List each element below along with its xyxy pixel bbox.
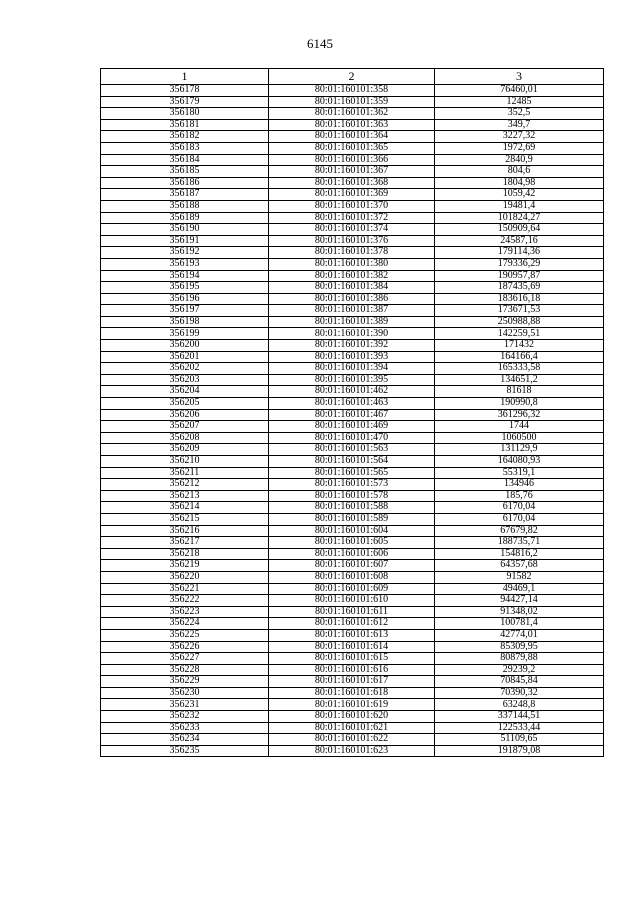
table-row bbox=[101, 641, 604, 653]
value-cell: 250988,88 bbox=[435, 316, 604, 328]
table-row bbox=[101, 618, 604, 630]
table-row bbox=[101, 305, 604, 317]
table-row bbox=[101, 629, 604, 641]
cadastral-number-cell: 80:01:160101:578 bbox=[269, 490, 435, 502]
value-cell: 19481,4 bbox=[435, 200, 604, 212]
value-cell: 188735,71 bbox=[435, 537, 604, 549]
row-number-cell: 356227 bbox=[101, 653, 269, 665]
row-number-cell: 356185 bbox=[101, 166, 269, 178]
column-header-2: 2 bbox=[269, 69, 435, 85]
cadastral-number-cell: 80:01:160101:368 bbox=[269, 177, 435, 189]
cadastral-number-cell: 80:01:160101:607 bbox=[269, 560, 435, 572]
cadastral-number-cell: 80:01:160101:614 bbox=[269, 641, 435, 653]
table-row bbox=[101, 131, 604, 143]
table-row bbox=[101, 676, 604, 688]
table-row bbox=[101, 119, 604, 131]
row-number-cell: 356226 bbox=[101, 641, 269, 653]
value-cell: 12485 bbox=[435, 96, 604, 108]
row-number-cell: 356181 bbox=[101, 119, 269, 131]
row-number-cell: 356178 bbox=[101, 85, 269, 97]
table-row bbox=[101, 490, 604, 502]
table-row bbox=[101, 189, 604, 201]
value-cell: 134946 bbox=[435, 479, 604, 491]
cadastral-number-cell: 80:01:160101:469 bbox=[269, 421, 435, 433]
value-cell: 91348,02 bbox=[435, 606, 604, 618]
table-row bbox=[101, 653, 604, 665]
value-cell: 165333,58 bbox=[435, 363, 604, 375]
table-row bbox=[101, 166, 604, 178]
row-number-cell: 356233 bbox=[101, 722, 269, 734]
cadastral-number-cell: 80:01:160101:612 bbox=[269, 618, 435, 630]
value-cell: 164166,4 bbox=[435, 351, 604, 363]
value-cell: 131129,9 bbox=[435, 444, 604, 456]
cadastral-number-cell: 80:01:160101:564 bbox=[269, 456, 435, 468]
table-row bbox=[101, 687, 604, 699]
value-cell: 171432 bbox=[435, 340, 604, 352]
cadastral-number-cell: 80:01:160101:369 bbox=[269, 189, 435, 201]
cadastral-number-cell: 80:01:160101:362 bbox=[269, 108, 435, 120]
cadastral-number-cell: 80:01:160101:611 bbox=[269, 606, 435, 618]
cadastral-number-cell: 80:01:160101:609 bbox=[269, 583, 435, 595]
row-number-cell: 356198 bbox=[101, 316, 269, 328]
cadastral-number-cell: 80:01:160101:573 bbox=[269, 479, 435, 491]
table-row bbox=[101, 316, 604, 328]
cadastral-number-cell: 80:01:160101:376 bbox=[269, 235, 435, 247]
row-number-cell: 356213 bbox=[101, 490, 269, 502]
value-cell: 185,76 bbox=[435, 490, 604, 502]
table-row bbox=[101, 363, 604, 375]
cadastral-number-cell: 80:01:160101:363 bbox=[269, 119, 435, 131]
table-row bbox=[101, 200, 604, 212]
value-cell: 94427,14 bbox=[435, 595, 604, 607]
table-row bbox=[101, 328, 604, 340]
value-cell: 134651,2 bbox=[435, 374, 604, 386]
cadastral-number-cell: 80:01:160101:618 bbox=[269, 687, 435, 699]
value-cell: 55319,1 bbox=[435, 467, 604, 479]
row-number-cell: 356206 bbox=[101, 409, 269, 421]
cadastral-number-cell: 80:01:160101:382 bbox=[269, 270, 435, 282]
value-cell: 337144,51 bbox=[435, 711, 604, 723]
cadastral-number-cell: 80:01:160101:374 bbox=[269, 224, 435, 236]
cadastral-number-cell: 80:01:160101:390 bbox=[269, 328, 435, 340]
row-number-cell: 356228 bbox=[101, 664, 269, 676]
cadastral-number-cell: 80:01:160101:366 bbox=[269, 154, 435, 166]
row-number-cell: 356199 bbox=[101, 328, 269, 340]
table-row bbox=[101, 398, 604, 410]
table-row bbox=[101, 212, 604, 224]
cadastral-number-cell: 80:01:160101:467 bbox=[269, 409, 435, 421]
value-cell: 24587,16 bbox=[435, 235, 604, 247]
row-number-cell: 356195 bbox=[101, 282, 269, 294]
row-number-cell: 356189 bbox=[101, 212, 269, 224]
cadastral-number-cell: 80:01:160101:463 bbox=[269, 398, 435, 410]
row-number-cell: 356184 bbox=[101, 154, 269, 166]
table-row bbox=[101, 282, 604, 294]
row-number-cell: 356222 bbox=[101, 595, 269, 607]
row-number-cell: 356188 bbox=[101, 200, 269, 212]
table-row bbox=[101, 270, 604, 282]
table-row bbox=[101, 711, 604, 723]
row-number-cell: 356214 bbox=[101, 502, 269, 514]
row-number-cell: 356225 bbox=[101, 629, 269, 641]
value-cell: 80879,88 bbox=[435, 653, 604, 665]
cadastral-number-cell: 80:01:160101:617 bbox=[269, 676, 435, 688]
value-cell: 179114,36 bbox=[435, 247, 604, 259]
table-row bbox=[101, 85, 604, 97]
cadastral-number-cell: 80:01:160101:364 bbox=[269, 131, 435, 143]
row-number-cell: 356182 bbox=[101, 131, 269, 143]
row-number-cell: 356186 bbox=[101, 177, 269, 189]
table-row bbox=[101, 664, 604, 676]
cadastral-number-cell: 80:01:160101:358 bbox=[269, 85, 435, 97]
row-number-cell: 356212 bbox=[101, 479, 269, 491]
row-number-cell: 356187 bbox=[101, 189, 269, 201]
row-number-cell: 356221 bbox=[101, 583, 269, 595]
cadastral-number-cell: 80:01:160101:367 bbox=[269, 166, 435, 178]
row-number-cell: 356229 bbox=[101, 676, 269, 688]
table-row bbox=[101, 595, 604, 607]
row-number-cell: 356191 bbox=[101, 235, 269, 247]
row-number-cell: 356194 bbox=[101, 270, 269, 282]
row-number-cell: 356197 bbox=[101, 305, 269, 317]
cadastral-number-cell: 80:01:160101:378 bbox=[269, 247, 435, 259]
cadastral-number-cell: 80:01:160101:613 bbox=[269, 629, 435, 641]
value-cell: 2840,9 bbox=[435, 154, 604, 166]
value-cell: 150909,64 bbox=[435, 224, 604, 236]
table-row bbox=[101, 340, 604, 352]
row-number-cell: 356220 bbox=[101, 571, 269, 583]
row-number-cell: 356208 bbox=[101, 432, 269, 444]
table-row bbox=[101, 108, 604, 120]
cadastral-number-cell: 80:01:160101:370 bbox=[269, 200, 435, 212]
cadastral-number-cell: 80:01:160101:392 bbox=[269, 340, 435, 352]
table-row bbox=[101, 525, 604, 537]
value-cell: 6170,04 bbox=[435, 502, 604, 514]
row-number-cell: 356215 bbox=[101, 513, 269, 525]
cadastral-number-cell: 80:01:160101:384 bbox=[269, 282, 435, 294]
table-row bbox=[101, 409, 604, 421]
table-row bbox=[101, 247, 604, 259]
table-row bbox=[101, 235, 604, 247]
value-cell: 142259,51 bbox=[435, 328, 604, 340]
value-cell: 67679,82 bbox=[435, 525, 604, 537]
table-row bbox=[101, 467, 604, 479]
row-number-cell: 356180 bbox=[101, 108, 269, 120]
row-number-cell: 356223 bbox=[101, 606, 269, 618]
table-row bbox=[101, 502, 604, 514]
table-row bbox=[101, 699, 604, 711]
value-cell: 63248,8 bbox=[435, 699, 604, 711]
table-row bbox=[101, 734, 604, 746]
row-number-cell: 356203 bbox=[101, 374, 269, 386]
value-cell: 173671,53 bbox=[435, 305, 604, 317]
cadastral-number-cell: 80:01:160101:563 bbox=[269, 444, 435, 456]
table-row bbox=[101, 142, 604, 154]
value-cell: 804,6 bbox=[435, 166, 604, 178]
value-cell: 164080,93 bbox=[435, 456, 604, 468]
cadastral-number-cell: 80:01:160101:623 bbox=[269, 745, 435, 757]
value-cell: 190990,8 bbox=[435, 398, 604, 410]
cadastral-number-cell: 80:01:160101:395 bbox=[269, 374, 435, 386]
value-cell: 100781,4 bbox=[435, 618, 604, 630]
registry-table bbox=[100, 68, 604, 757]
value-cell: 1804,98 bbox=[435, 177, 604, 189]
cadastral-number-cell: 80:01:160101:393 bbox=[269, 351, 435, 363]
value-cell: 3227,32 bbox=[435, 131, 604, 143]
cadastral-number-cell: 80:01:160101:386 bbox=[269, 293, 435, 305]
table-row bbox=[101, 456, 604, 468]
value-cell: 81618 bbox=[435, 386, 604, 398]
cadastral-number-cell: 80:01:160101:620 bbox=[269, 711, 435, 723]
value-cell: 1744 bbox=[435, 421, 604, 433]
table-row bbox=[101, 479, 604, 491]
table-row bbox=[101, 548, 604, 560]
row-number-cell: 356217 bbox=[101, 537, 269, 549]
value-cell: 70845,84 bbox=[435, 676, 604, 688]
cadastral-number-cell: 80:01:160101:394 bbox=[269, 363, 435, 375]
value-cell: 179336,29 bbox=[435, 258, 604, 270]
value-cell: 51109,65 bbox=[435, 734, 604, 746]
cadastral-number-cell: 80:01:160101:470 bbox=[269, 432, 435, 444]
value-cell: 122533,44 bbox=[435, 722, 604, 734]
table-row bbox=[101, 154, 604, 166]
table-row bbox=[101, 374, 604, 386]
cadastral-number-cell: 80:01:160101:606 bbox=[269, 548, 435, 560]
table-row bbox=[101, 583, 604, 595]
value-cell: 42774,01 bbox=[435, 629, 604, 641]
cadastral-number-cell: 80:01:160101:359 bbox=[269, 96, 435, 108]
value-cell: 6170,04 bbox=[435, 513, 604, 525]
cadastral-number-cell: 80:01:160101:372 bbox=[269, 212, 435, 224]
cadastral-number-cell: 80:01:160101:462 bbox=[269, 386, 435, 398]
value-cell: 349,7 bbox=[435, 119, 604, 131]
table-row bbox=[101, 560, 604, 572]
table-row bbox=[101, 177, 604, 189]
table-row bbox=[101, 293, 604, 305]
row-number-cell: 356219 bbox=[101, 560, 269, 572]
row-number-cell: 356196 bbox=[101, 293, 269, 305]
value-cell: 1059,42 bbox=[435, 189, 604, 201]
value-cell: 190957,87 bbox=[435, 270, 604, 282]
row-number-cell: 356231 bbox=[101, 699, 269, 711]
table-header-row bbox=[101, 69, 604, 85]
cadastral-number-cell: 80:01:160101:380 bbox=[269, 258, 435, 270]
cadastral-number-cell: 80:01:160101:389 bbox=[269, 316, 435, 328]
value-cell: 29239,2 bbox=[435, 664, 604, 676]
value-cell: 1060500 bbox=[435, 432, 604, 444]
table-row bbox=[101, 386, 604, 398]
value-cell: 352,5 bbox=[435, 108, 604, 120]
value-cell: 183616,18 bbox=[435, 293, 604, 305]
row-number-cell: 356234 bbox=[101, 734, 269, 746]
cadastral-number-cell: 80:01:160101:622 bbox=[269, 734, 435, 746]
row-number-cell: 356193 bbox=[101, 258, 269, 270]
row-number-cell: 356216 bbox=[101, 525, 269, 537]
cadastral-number-cell: 80:01:160101:616 bbox=[269, 664, 435, 676]
row-number-cell: 356183 bbox=[101, 142, 269, 154]
value-cell: 1972,69 bbox=[435, 142, 604, 154]
row-number-cell: 356205 bbox=[101, 398, 269, 410]
table-row bbox=[101, 351, 604, 363]
value-cell: 187435,69 bbox=[435, 282, 604, 294]
cadastral-number-cell: 80:01:160101:588 bbox=[269, 502, 435, 514]
row-number-cell: 356202 bbox=[101, 363, 269, 375]
page-number: 6145 bbox=[307, 36, 333, 51]
value-cell: 101824,27 bbox=[435, 212, 604, 224]
row-number-cell: 356204 bbox=[101, 386, 269, 398]
table-row bbox=[101, 432, 604, 444]
value-cell: 154816,2 bbox=[435, 548, 604, 560]
cadastral-number-cell: 80:01:160101:615 bbox=[269, 653, 435, 665]
value-cell: 191879,08 bbox=[435, 745, 604, 757]
row-number-cell: 356232 bbox=[101, 711, 269, 723]
table-row bbox=[101, 722, 604, 734]
row-number-cell: 356209 bbox=[101, 444, 269, 456]
row-number-cell: 356200 bbox=[101, 340, 269, 352]
row-number-cell: 356224 bbox=[101, 618, 269, 630]
cadastral-number-cell: 80:01:160101:610 bbox=[269, 595, 435, 607]
row-number-cell: 356192 bbox=[101, 247, 269, 259]
table-row bbox=[101, 258, 604, 270]
value-cell: 64357,68 bbox=[435, 560, 604, 572]
value-cell: 70390,32 bbox=[435, 687, 604, 699]
table-row bbox=[101, 224, 604, 236]
row-number-cell: 356190 bbox=[101, 224, 269, 236]
value-cell: 49469,1 bbox=[435, 583, 604, 595]
table-row bbox=[101, 571, 604, 583]
table-row bbox=[101, 537, 604, 549]
cadastral-number-cell: 80:01:160101:605 bbox=[269, 537, 435, 549]
column-header-3: 3 bbox=[435, 69, 604, 85]
table-row bbox=[101, 745, 604, 757]
value-cell: 85309,95 bbox=[435, 641, 604, 653]
value-cell: 91582 bbox=[435, 571, 604, 583]
value-cell: 76460,01 bbox=[435, 85, 604, 97]
cadastral-number-cell: 80:01:160101:589 bbox=[269, 513, 435, 525]
cadastral-number-cell: 80:01:160101:387 bbox=[269, 305, 435, 317]
row-number-cell: 356210 bbox=[101, 456, 269, 468]
column-header-1: 1 bbox=[101, 69, 269, 85]
table-row bbox=[101, 96, 604, 108]
cadastral-number-cell: 80:01:160101:621 bbox=[269, 722, 435, 734]
cadastral-number-cell: 80:01:160101:565 bbox=[269, 467, 435, 479]
cadastral-number-cell: 80:01:160101:604 bbox=[269, 525, 435, 537]
row-number-cell: 356207 bbox=[101, 421, 269, 433]
table-row bbox=[101, 421, 604, 433]
table-body bbox=[101, 85, 604, 757]
cadastral-number-cell: 80:01:160101:608 bbox=[269, 571, 435, 583]
row-number-cell: 356201 bbox=[101, 351, 269, 363]
row-number-cell: 356179 bbox=[101, 96, 269, 108]
row-number-cell: 356235 bbox=[101, 745, 269, 757]
table-row bbox=[101, 513, 604, 525]
row-number-cell: 356218 bbox=[101, 548, 269, 560]
row-number-cell: 356230 bbox=[101, 687, 269, 699]
table-row bbox=[101, 606, 604, 618]
table-row bbox=[101, 444, 604, 456]
cadastral-number-cell: 80:01:160101:619 bbox=[269, 699, 435, 711]
row-number-cell: 356211 bbox=[101, 467, 269, 479]
cadastral-number-cell: 80:01:160101:365 bbox=[269, 142, 435, 154]
value-cell: 361296,32 bbox=[435, 409, 604, 421]
